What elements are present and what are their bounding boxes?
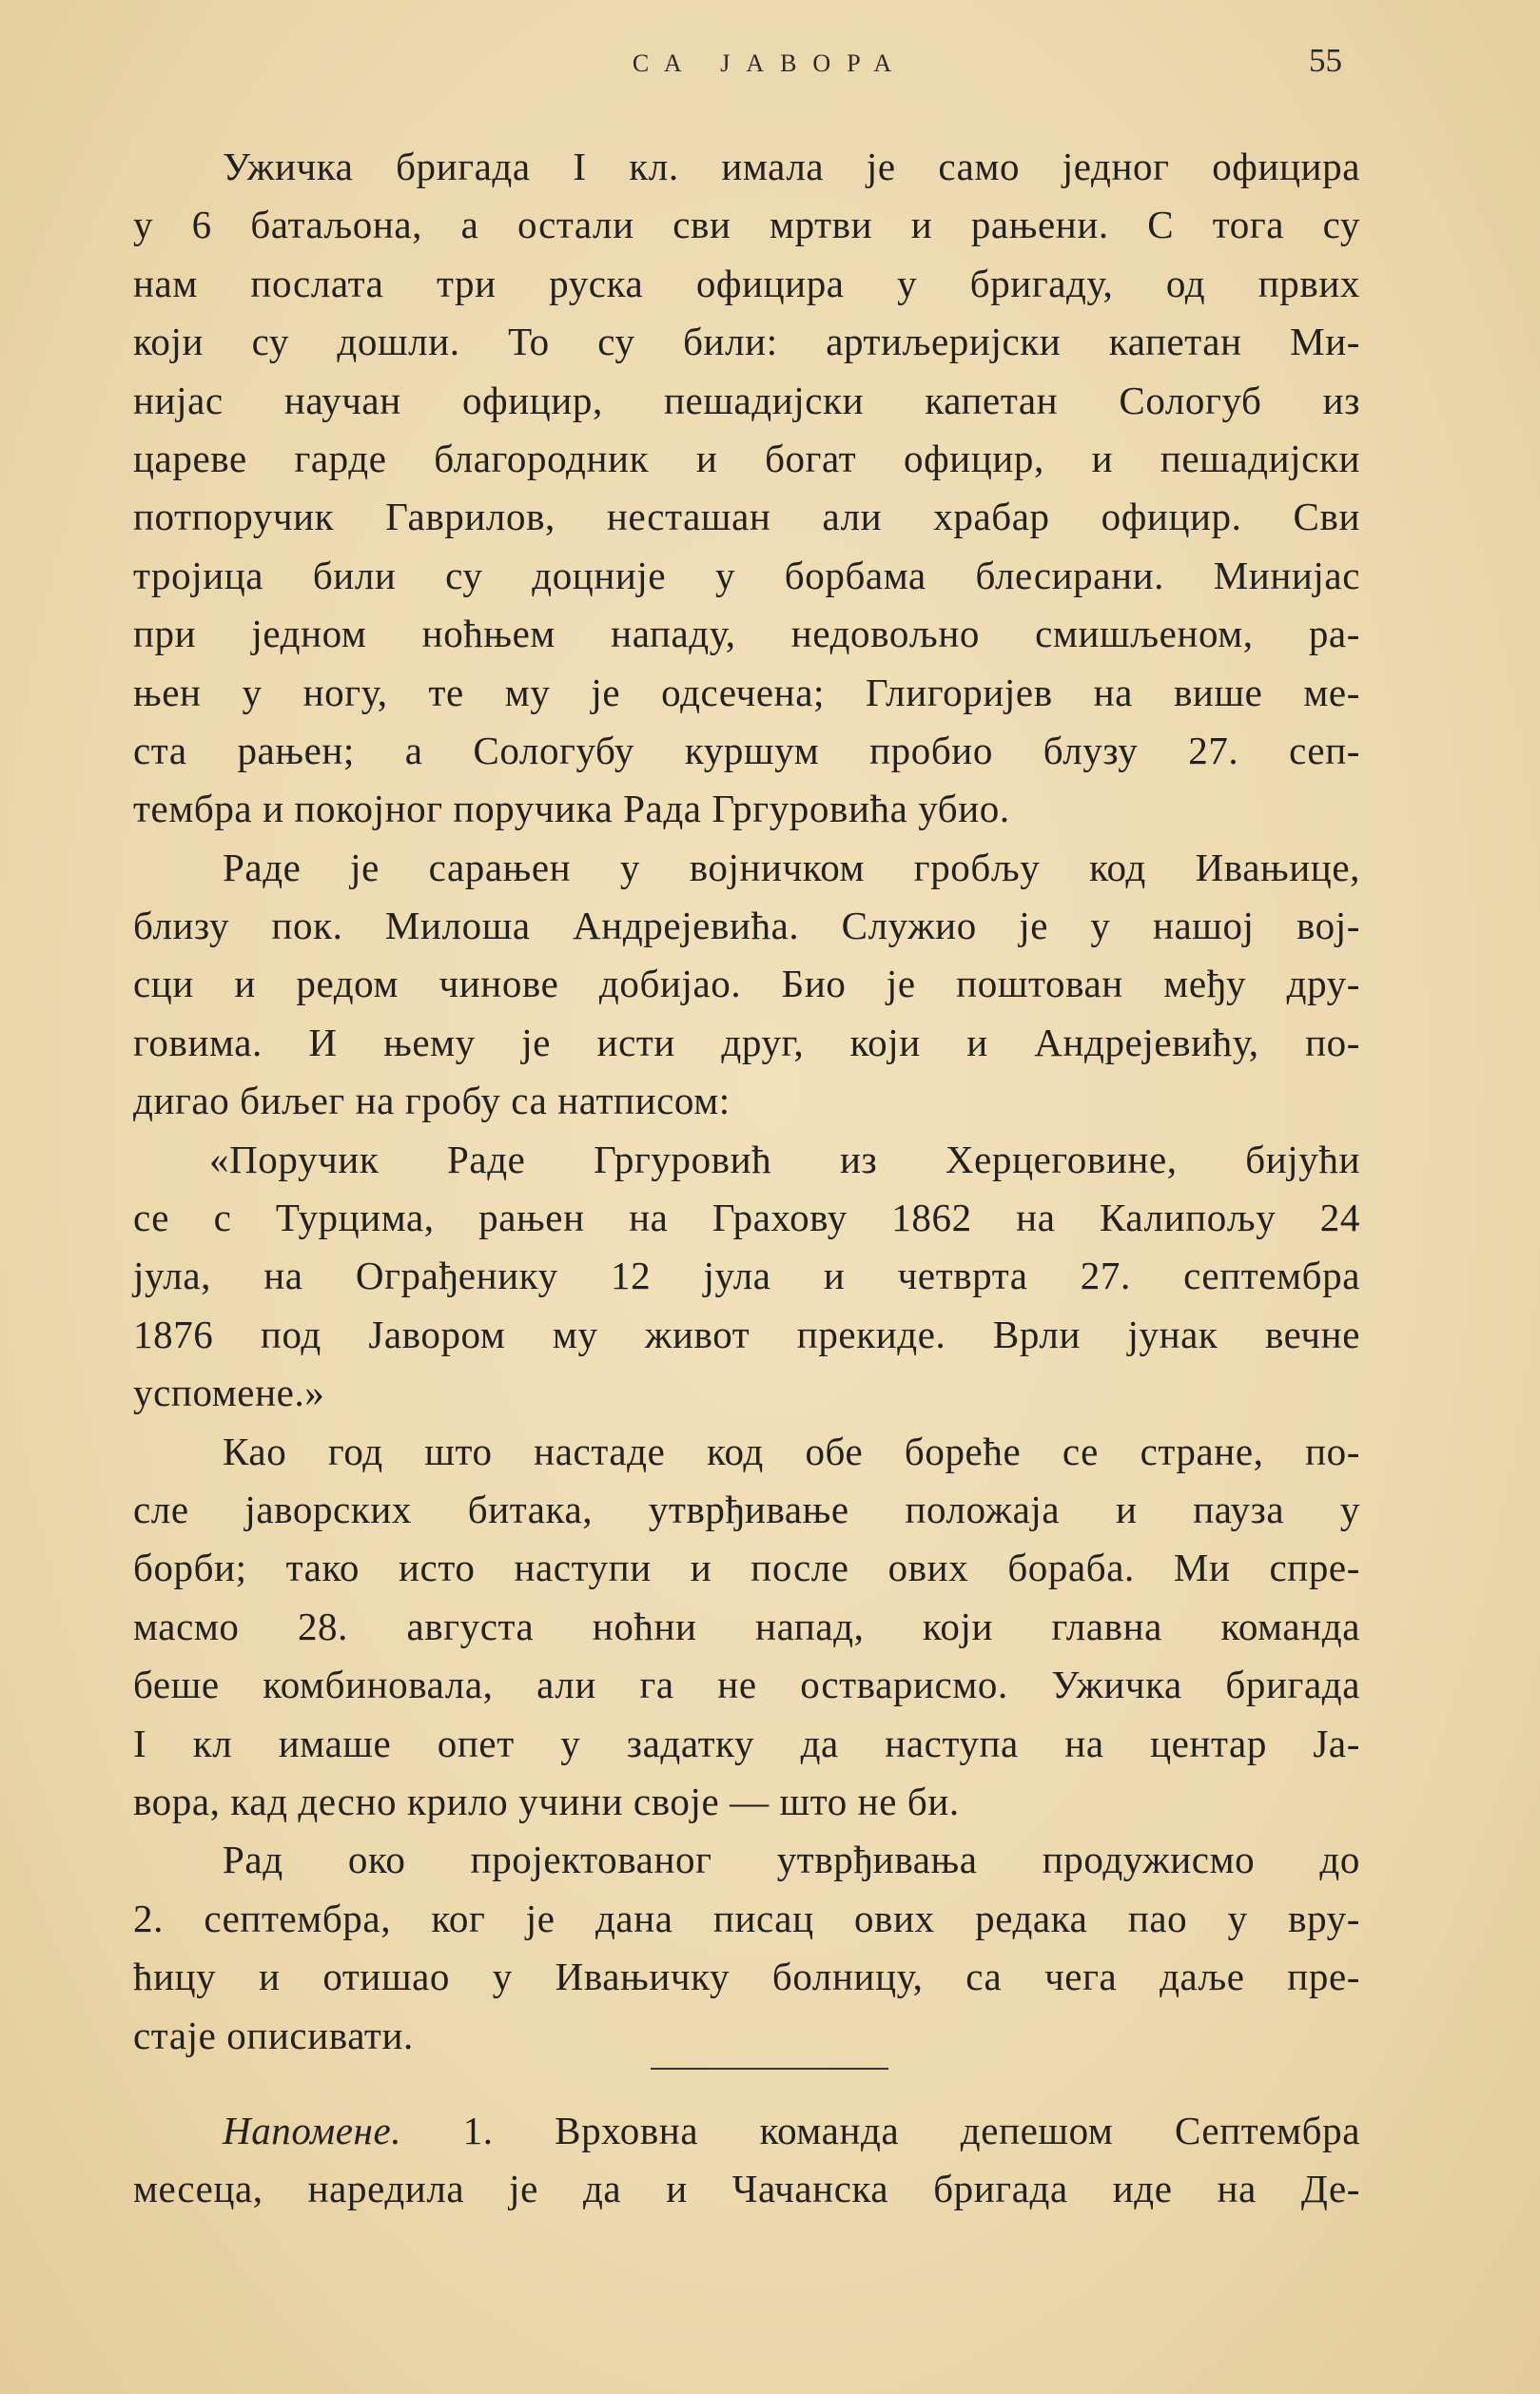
main-text xyxy=(133,138,1360,2065)
quote-line: успомене.» xyxy=(133,1371,325,1415)
text-line: Рад око пројектованог утврђивања продужисмо до xyxy=(223,1838,1360,1882)
text-line: цареве гарде благородник и богат официр, и пешадијски xyxy=(133,436,1360,480)
text-line: вора, кад десно крило учини своје — што не би. xyxy=(133,1779,960,1823)
page-number: 55 xyxy=(1309,42,1342,79)
text-line: Раде је сарањен у војничком гробљу код Ивањице, xyxy=(223,845,1360,889)
text-line: Као год што настаде код обе бореће се стране, по- xyxy=(223,1429,1360,1473)
text-line: тројица били су доцније у борбама блесирани. Минијас xyxy=(133,553,1360,597)
note-line: месеца, наредила је да и Чачанска бригада иде на Де- xyxy=(133,2167,1360,2211)
text-line: I кл имаше опет у задатку да наступа на центар Ја- xyxy=(133,1721,1360,1765)
text-line: потпоручик Гаврилов, несташан али храбар официр. Сви xyxy=(133,495,1360,539)
text-line: при једном ноћњем нападу, недовољно смишљеном, ра- xyxy=(133,612,1360,656)
text-line: нам послата три руска официра у бригаду, од првих xyxy=(133,261,1360,305)
text-line: стаје описивати. xyxy=(133,2013,414,2057)
text-line: у 6 батаљона, а остали сви мртви и рањени. С тога су xyxy=(133,203,1360,247)
text-line: ћицу и отишао у Ивањичку болницу, са чега даље пре- xyxy=(133,1955,1360,1999)
footnotes xyxy=(133,2102,1360,2219)
section-divider xyxy=(651,2068,888,2070)
quote-line: 1876 под Јавором му живот прекиде. Врли јунак вечне xyxy=(133,1312,1360,1356)
text-line: њен у ногу, те му је одсечена; Глигоријев на више ме- xyxy=(133,670,1360,714)
text-line: који су дошли. То су били: артиљеријски капетан Ми- xyxy=(133,320,1360,364)
quote-line: «Поручик Раде Гргуровић из Херцеговине, бијући xyxy=(209,1137,1360,1181)
quote-line: јула, на Ограђенику 12 јула и четврта 27. септембра xyxy=(133,1254,1360,1298)
text-line: Ужичка бригада I кл. имала је само једног официра xyxy=(223,145,1360,188)
text-line: беше комбиновала, али га не остварисмо. Ужичка бригада xyxy=(133,1663,1360,1707)
note-line xyxy=(133,2102,1360,2160)
text-line: сци и редом чинове добијао. Био је поштован међу дру- xyxy=(133,962,1360,1006)
text-line: дигао биљег на гробу са натписом: xyxy=(133,1079,731,1123)
text-line: ста рањен; а Сологубу куршум пробио блузу 27. сеп- xyxy=(133,728,1360,772)
text-line: тембра и покојног поручика Рада Гргуровића убио. xyxy=(133,787,1010,831)
text-line: 2. септембра, ког је дана писац ових редака пао у вру- xyxy=(133,1896,1360,1940)
note-text: 1. Врховна команда депешом Септембра xyxy=(401,2109,1360,2152)
text-line: говима. И њему је исти друг, који и Андрејевићу, по- xyxy=(133,1020,1360,1064)
text-line: близу пок. Милоша Андрејевића. Служио је у нашој вој- xyxy=(133,904,1360,948)
text-line: масмо 28. августа ноћни напад, који главна команда xyxy=(133,1604,1360,1648)
text-line: сле јаворских битака, утврђивање положаја и пауза у xyxy=(133,1487,1360,1531)
running-title: СА ЈАВОРА xyxy=(632,49,908,77)
text-line: нијас научан официр, пешадијски капетан Сологуб из xyxy=(133,378,1360,422)
quote-line: се с Турцима, рањен на Грахову 1862 на Калипољу 24 xyxy=(133,1196,1360,1240)
text-line: борби; тако исто наступи и после ових бораба. Ми спре- xyxy=(133,1546,1360,1590)
notes-label: Напомене. xyxy=(223,2109,402,2152)
